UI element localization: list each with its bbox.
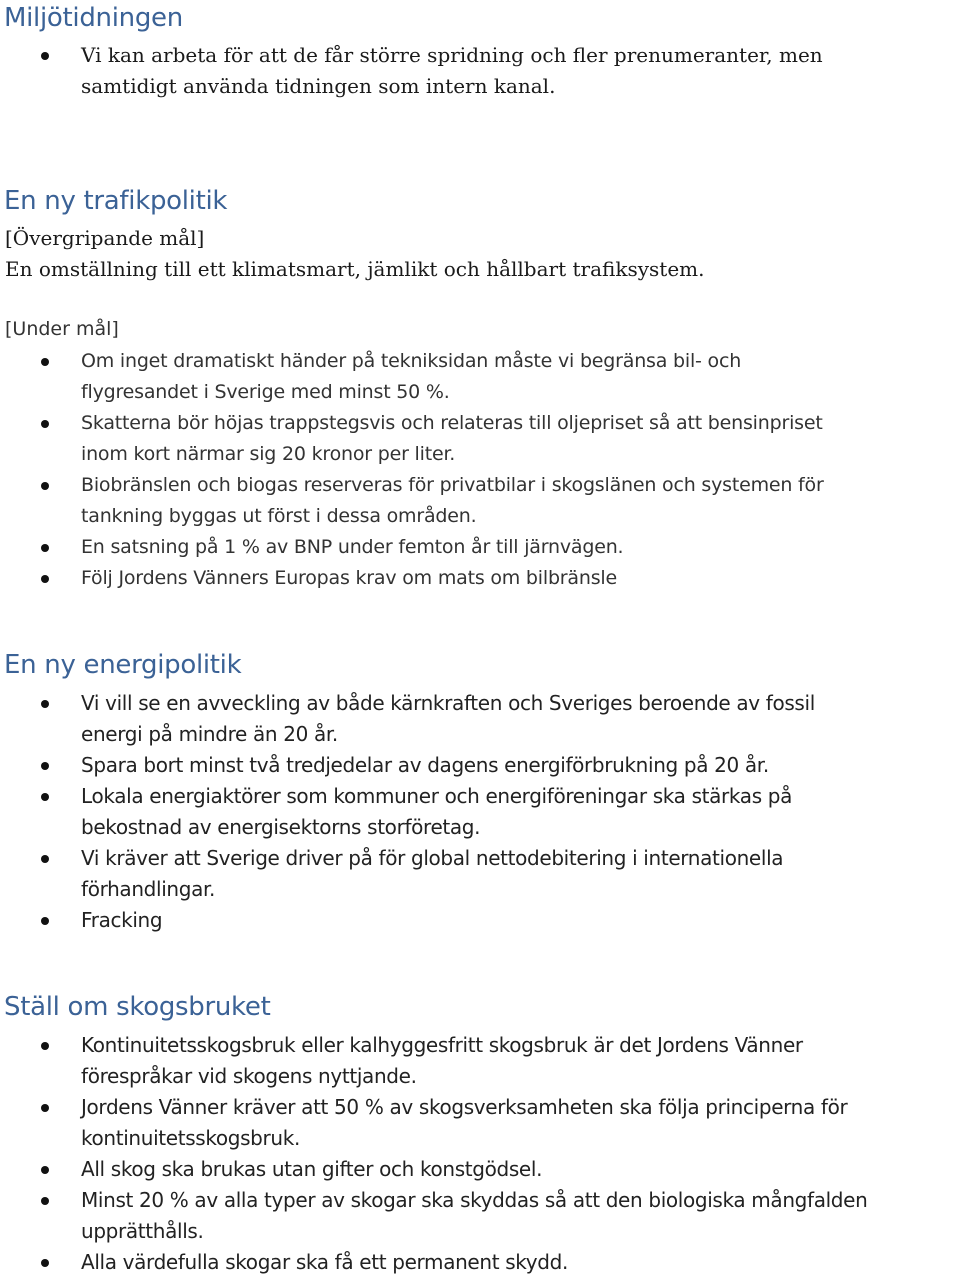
list-item-line: Följ Jordens Vänners Europas krav om mats om bilbränsle [81, 567, 617, 589]
list-item [0, 843, 960, 905]
list-item [0, 781, 960, 843]
list-item [0, 905, 960, 936]
list-item-line: All skog ska brukas utan gifter och konstgödsel. [81, 1157, 543, 1181]
list-item [0, 346, 960, 408]
list-item-line: Vi kan arbeta för att de får större spridning och fler prenumeranter, men [81, 43, 823, 67]
bullet-icon [41, 358, 49, 366]
bullet-icon [41, 917, 49, 925]
skog-list [0, 1030, 960, 1278]
list-item [0, 1092, 960, 1154]
bullet-icon [41, 544, 49, 552]
bullet-icon [41, 1104, 49, 1112]
list-item-line: Kontinuitetsskogsbruk eller kalhyggesfritt skogsbruk är det Jordens Vänner [81, 1033, 803, 1057]
list-item-line: förespråkar vid skogens nyttjande. [81, 1064, 417, 1088]
list-item [0, 532, 960, 563]
list-item-line: kontinuitetsskogsbruk. [81, 1126, 300, 1150]
list-item-line: upprätthålls. [81, 1219, 204, 1243]
list-item-line: energi på mindre än 20 år. [81, 722, 338, 746]
bullet-icon [41, 700, 49, 708]
bullet-icon [41, 575, 49, 583]
bullet-icon [41, 855, 49, 863]
list-item [0, 563, 960, 594]
list-item-line: Jordens Vänner kräver att 50 % av skogsverksamheten ska följa principerna för [81, 1095, 848, 1119]
list-item [0, 408, 960, 470]
energi-list [0, 688, 960, 936]
sub-goal-label: [Under mål] [5, 318, 119, 340]
bullet-icon [41, 793, 49, 801]
list-item-line: tankning byggas ut först i dessa områden. [81, 505, 477, 527]
heading-miljotidningen: Miljötidningen [4, 3, 183, 33]
list-item-line: Skatterna bör höjas trappstegsvis och relateras till oljepriset så att bensinpriset [81, 412, 823, 434]
heading-skogsbruket: Ställ om skogsbruket [4, 992, 271, 1022]
list-item-line: bekostnad av energisektorns storföretag. [81, 815, 481, 839]
list-item-line: En satsning på 1 % av BNP under femton år till järnvägen. [81, 536, 624, 558]
list-item-line: förhandlingar. [81, 877, 216, 901]
list-item-line: samtidigt använda tidningen som intern kanal. [81, 74, 556, 98]
heading-energipolitik: En ny energipolitik [4, 650, 242, 680]
list-item [0, 40, 960, 102]
list-item-line: Biobränslen och biogas reserveras för privatbilar i skogslänen och systemen för [81, 474, 824, 496]
list-item-line: Lokala energiaktörer som kommuner och energiföreningar ska stärkas på [81, 784, 793, 808]
bullet-icon [41, 420, 49, 428]
list-item-line: Vi kräver att Sverige driver på för global nettodebitering i internationella [81, 846, 784, 870]
overall-goal-label: [Övergripande mål] [5, 226, 205, 250]
list-item [0, 470, 960, 532]
bullet-icon [41, 1042, 49, 1050]
list-item [0, 1154, 960, 1185]
bullet-icon [41, 1197, 49, 1205]
list-item-line: Minst 20 % av alla typer av skogar ska skyddas så att den biologiska mångfalden [81, 1188, 868, 1212]
overall-goal-text: En omställning till ett klimatsmart, jämlikt och hållbart trafiksystem. [5, 257, 705, 281]
bullet-icon [41, 762, 49, 770]
bullet-icon [41, 52, 49, 60]
bullet-icon [41, 1259, 49, 1267]
list-item-line: Vi vill se en avveckling av både kärnkraften och Sveriges beroende av fossil [81, 691, 815, 715]
list-item [0, 1030, 960, 1092]
list-item-line: Alla värdefulla skogar ska få ett permanent skydd. [81, 1250, 568, 1274]
list-item [0, 750, 960, 781]
list-item-line: flygresandet i Sverige med minst 50 %. [81, 381, 450, 403]
bullet-icon [41, 482, 49, 490]
miljo-list [0, 40, 960, 102]
heading-trafikpolitik: En ny trafikpolitik [4, 186, 228, 216]
list-item-line: inom kort närmar sig 20 kronor per liter. [81, 443, 456, 465]
list-item-line: Spara bort minst två tredjedelar av dagens energiförbrukning på 20 år. [81, 753, 769, 777]
bullet-icon [41, 1166, 49, 1174]
list-item-line: Om inget dramatiskt händer på tekniksidan måste vi begränsa bil- och [81, 350, 742, 372]
list-item [0, 1185, 960, 1247]
trafik-list [0, 346, 960, 594]
list-item-line: Fracking [81, 908, 163, 932]
list-item [0, 688, 960, 750]
list-item [0, 1247, 960, 1278]
